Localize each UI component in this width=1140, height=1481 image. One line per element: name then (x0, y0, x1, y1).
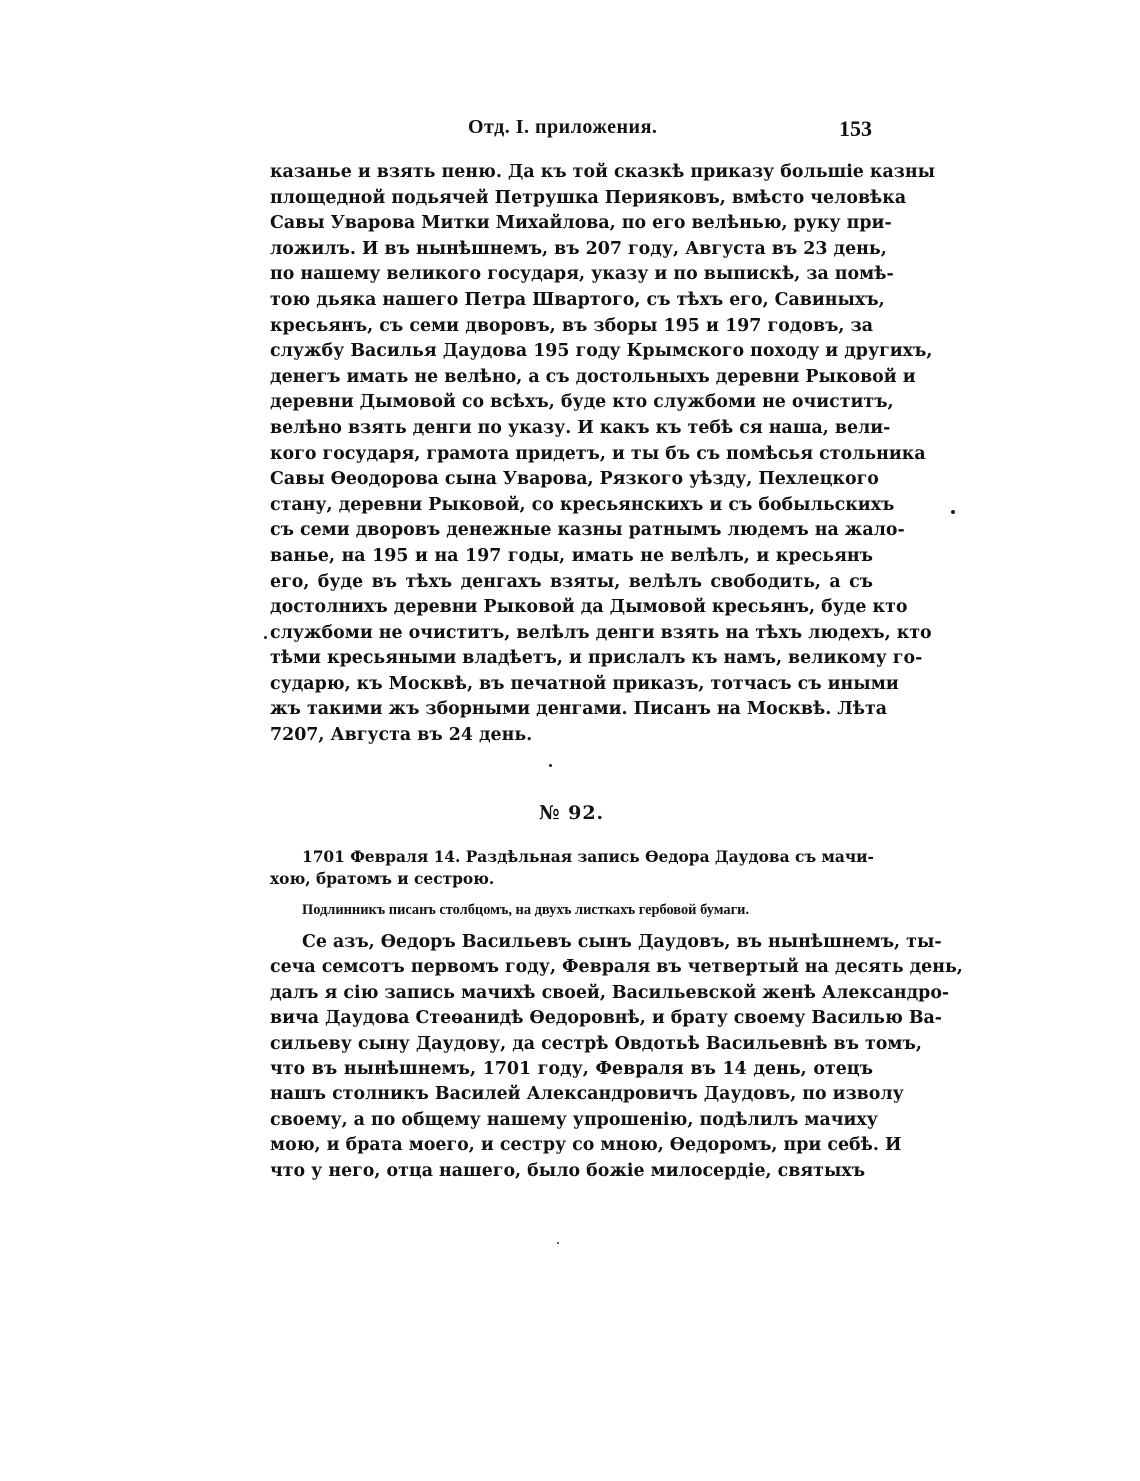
text-line: тою дьяка нашего Петра Швартого, съ тѣхъ его, Савиныхъ, (270, 289, 885, 310)
text-line: 1701 Февраля 14. Раздѣльная запись Өедора Даудова съ мачи- (302, 848, 874, 866)
text-line: деревни Дымовой со всѣхъ, буде кто службоми не очиститъ, (270, 392, 894, 413)
text-line: кого государя, грамота придетъ, и ты бъ съ помѣсья стольника (270, 443, 926, 464)
text-line: Савы Өеодорова сына Уварова, Рязкого уѣзду, Пехлецкого (270, 469, 879, 490)
print-speck (549, 764, 552, 767)
section-title: Отд. I. приложения. (468, 116, 658, 138)
text-line: съ семи дворовъ денежные казны ратнымъ людемъ на жало- (270, 520, 905, 541)
text-line: своему, а по общему нашему упрошенію, подѣлилъ мачиху (270, 1109, 878, 1130)
document-text (270, 930, 963, 1184)
print-speck (264, 636, 267, 639)
text-line: площедной подьячей Петрушка Перияковъ, вмѣсто человѣка (270, 187, 907, 208)
text-line: что у него, отца нашего, было божіе милосердіе, святыхъ (270, 1160, 866, 1181)
text-line: вича Даудова Стеөанидѣ Өедоровнѣ, и брату своему Василью Ва- (270, 1008, 943, 1029)
text-line: сеча семсотъ первомъ году, Февраля въ четвертый на десять день, (270, 957, 963, 978)
text-line: что въ нынѣшнемъ, 1701 году, Февраля въ 14 день, отецъ (270, 1059, 873, 1080)
text-line: жъ такими жъ зборными денгами. Писанъ на Москвѣ. Лѣта (270, 699, 887, 720)
paragraph-continuation (270, 160, 936, 749)
text-line: казанье и взять пеню. Да къ той сказкѣ приказу большіе казны (270, 162, 936, 182)
text-line: стану, деревни Рыковой, со кресьянскихъ и съ бобыльскихъ (270, 494, 895, 515)
text-line: Савы Уварова Митки Михайлова, по его велѣнью, руку при- (270, 213, 892, 234)
text-line: далъ я сію запись мачихѣ своей, Васильевской женѣ Александро- (270, 982, 950, 1003)
source-note: Подлинникъ писанъ столбцомъ, на двухъ листкахъ гербовой бумаги. (302, 902, 750, 918)
text-line: Се азъ, Өедоръ Васильевъ сынъ Даудовъ, въ нынѣшнемъ, ты- (302, 932, 942, 952)
text-line: сильеву сыну Даудову, да сестрѣ Овдотьѣ Васильевнѣ въ томъ, (270, 1033, 922, 1054)
text-line: службоми не очиститъ, велѣлъ денги взять на тѣхъ людехъ, кто (270, 622, 932, 643)
text-line: 7207, Августа въ 24 день. (270, 725, 533, 746)
document-heading (270, 846, 873, 890)
print-speck (951, 510, 955, 514)
text-line: его, буде въ тѣхъ денгахъ взяты, велѣлъ свободить, а съ (270, 571, 873, 592)
text-line: по нашему великого государя, указу и по выпискѣ, за помѣ- (270, 264, 894, 285)
print-speck (557, 1242, 559, 1244)
text-line: ложилъ. И въ нынѣшнемъ, въ 207 году, Августа въ 23 день, (270, 238, 887, 259)
text-line: сударю, къ Москвѣ, въ печатной приказъ, тотчасъ съ иными (270, 673, 899, 694)
text-line: хою, братомъ и сестрою. (270, 870, 495, 888)
page-number: 153 (839, 116, 872, 141)
text-line: велѣно взять денги по указу. И какъ къ тебѣ ся наша, вели- (270, 417, 891, 438)
document-number: № 92. (538, 802, 605, 824)
text-line: ванье, на 195 и на 197 годы, имать не велѣлъ, и кресьянъ (270, 545, 873, 566)
text-line: тѣми кресьяными владѣетъ, и прислалъ къ намъ, великому го- (270, 648, 923, 669)
text-line: мою, и брата моего, и сестру со мною, Өедоромъ, при себѣ. И (270, 1135, 902, 1156)
text-line: достолнихъ деревни Рыковой да Дымовой кресьянъ, буде кто (270, 597, 908, 618)
text-line: кресьянъ, съ семи дворовъ, въ зборы 195 и 197 годовъ, за (270, 315, 873, 336)
text-line: денегъ имать не велѣно, а съ достольныхъ деревни Рыковой и (270, 366, 916, 387)
running-header (272, 116, 872, 146)
text-line: службу Василья Даудова 195 году Крымского походу и другихъ, (270, 341, 933, 362)
text-line: нашъ столникъ Василей Александровичъ Даудовъ, по изволу (270, 1084, 904, 1105)
